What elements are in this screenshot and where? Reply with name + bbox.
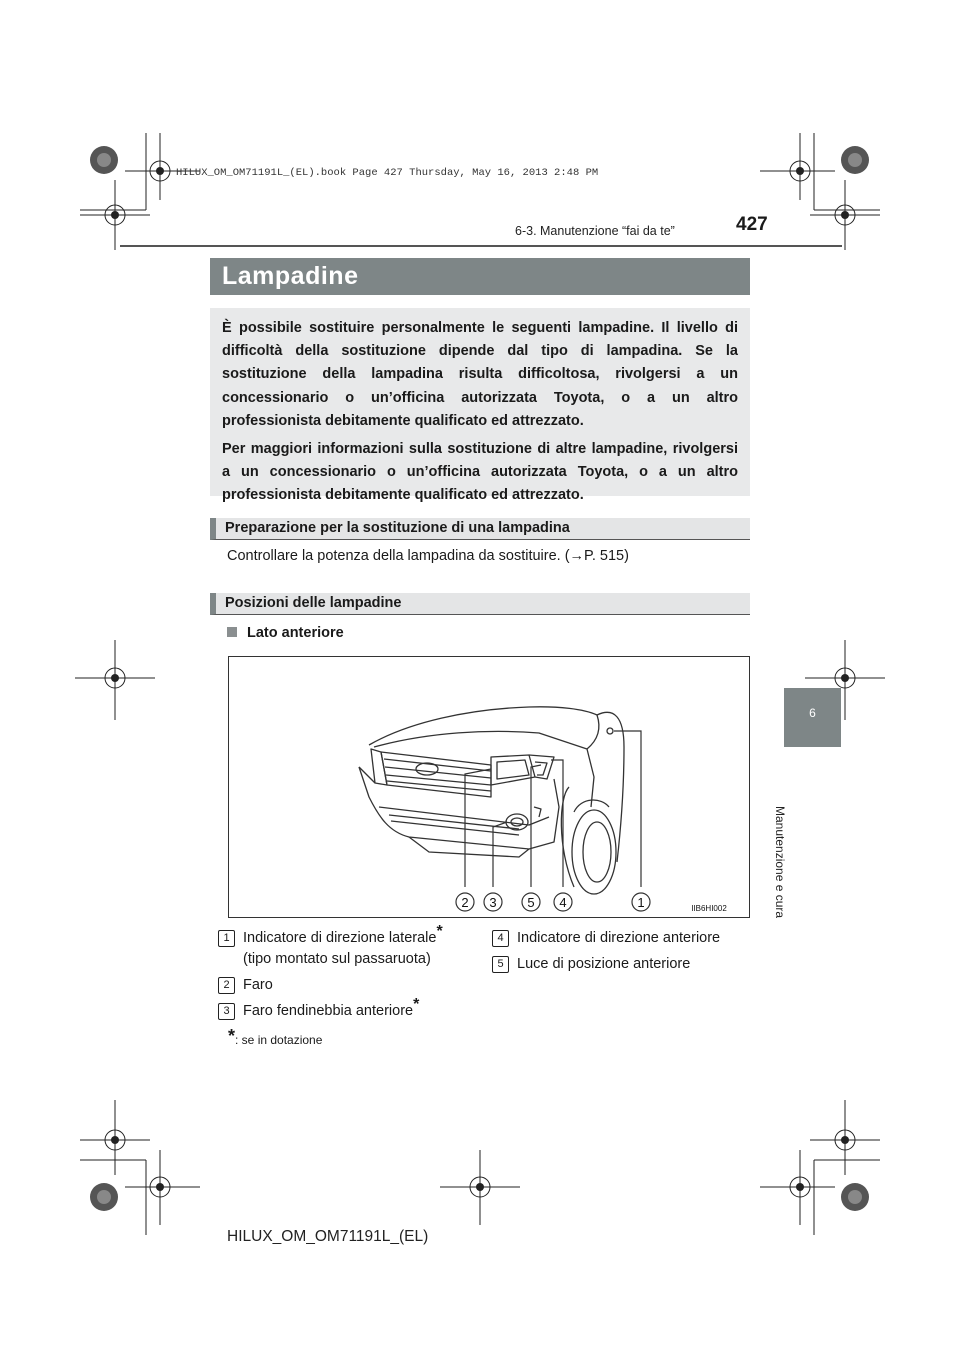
legend-item-5 <box>492 954 752 976</box>
chapter-number: 6 <box>809 706 816 720</box>
section-heading-preparation: Preparazione per la sostituzione di una lampadina <box>210 518 750 540</box>
legend-text-1: Indicatore di direzione laterale <box>243 930 437 946</box>
subheading-front <box>227 625 344 641</box>
legend-item-1 <box>218 923 478 972</box>
intro-paragraph-1: È possibile sostituire personalmente le seguenti lampadine. Il livello di difficoltà della sostituzione dipende dal tipo di lampadina. Se la sostituzione della lampadina risulta difficoltosa, rivolgersi a un concessionario o un’officina autorizzata Toyota, o a un altro professionista debitamente qualificato ed attrezzato. <box>222 320 738 429</box>
footnote-text: : se in dotazione <box>235 1033 323 1047</box>
section-heading-positions: Posizioni delle lampadine <box>210 593 750 615</box>
legend-text-3: Faro fendinebbia anteriore <box>243 1003 414 1019</box>
legend-star-1: * <box>436 923 443 940</box>
legend-item-3 <box>218 996 478 1023</box>
legend-star-3: * <box>413 996 420 1013</box>
page-number: 427 <box>736 214 768 235</box>
intro-paragraph-2: Per maggiori informazioni sulla sostituzione di altre lampadine, rivolgersi a un concessionario o un’officina autorizzata Toyota, o a un altro professionista debitamente qualificato ed attrezzato. <box>222 441 738 504</box>
callout-4: 4 <box>559 895 567 910</box>
square-bullet-icon <box>227 627 237 637</box>
legend-text-2: Faro <box>243 977 273 993</box>
legend-text-1b: (tipo montato sul passaruota) <box>243 951 431 967</box>
legend-text-5: Luce di posizione anteriore <box>517 956 691 972</box>
header-rule <box>120 245 842 247</box>
footnote-star: * <box>228 1026 236 1046</box>
page-title: Lampadine <box>210 258 750 295</box>
footnote <box>228 1026 322 1047</box>
legend-number-4: 4 <box>492 930 509 947</box>
callout-1: 1 <box>637 895 645 910</box>
book-info-line: HILUX_OM_OM71191L_(EL).book Page 427 Thursday, May 16, 2013 2:48 PM <box>176 167 599 179</box>
callout-5: 5 <box>527 895 535 910</box>
preparation-text: Controllare la potenza della lampadina da sostituire. (→P. 515) <box>227 548 629 564</box>
intro-box <box>210 308 750 504</box>
legend-text-4: Indicatore di direzione anteriore <box>517 930 721 946</box>
legend-item-4 <box>492 928 752 950</box>
legend-number-1: 1 <box>218 930 235 947</box>
front-bulb-illustration <box>228 656 750 918</box>
vehicle-front-drawing <box>229 657 749 917</box>
legend-item-2 <box>218 975 478 997</box>
chapter-label: Manutenzione e cura <box>773 806 787 919</box>
running-head: 6-3. Manutenzione “fai da te” <box>515 224 675 238</box>
legend-number-3: 3 <box>218 1003 235 1020</box>
illustration-code: IIB6HI002 <box>691 904 727 913</box>
legend-number-2: 2 <box>218 977 235 994</box>
callout-3: 3 <box>489 895 497 910</box>
footer-doc-code: HILUX_OM_OM71191L_(EL) <box>227 1228 429 1245</box>
legend-number-5: 5 <box>492 956 509 973</box>
callout-2: 2 <box>461 895 469 910</box>
subheading-front-label: Lato anteriore <box>247 625 344 641</box>
